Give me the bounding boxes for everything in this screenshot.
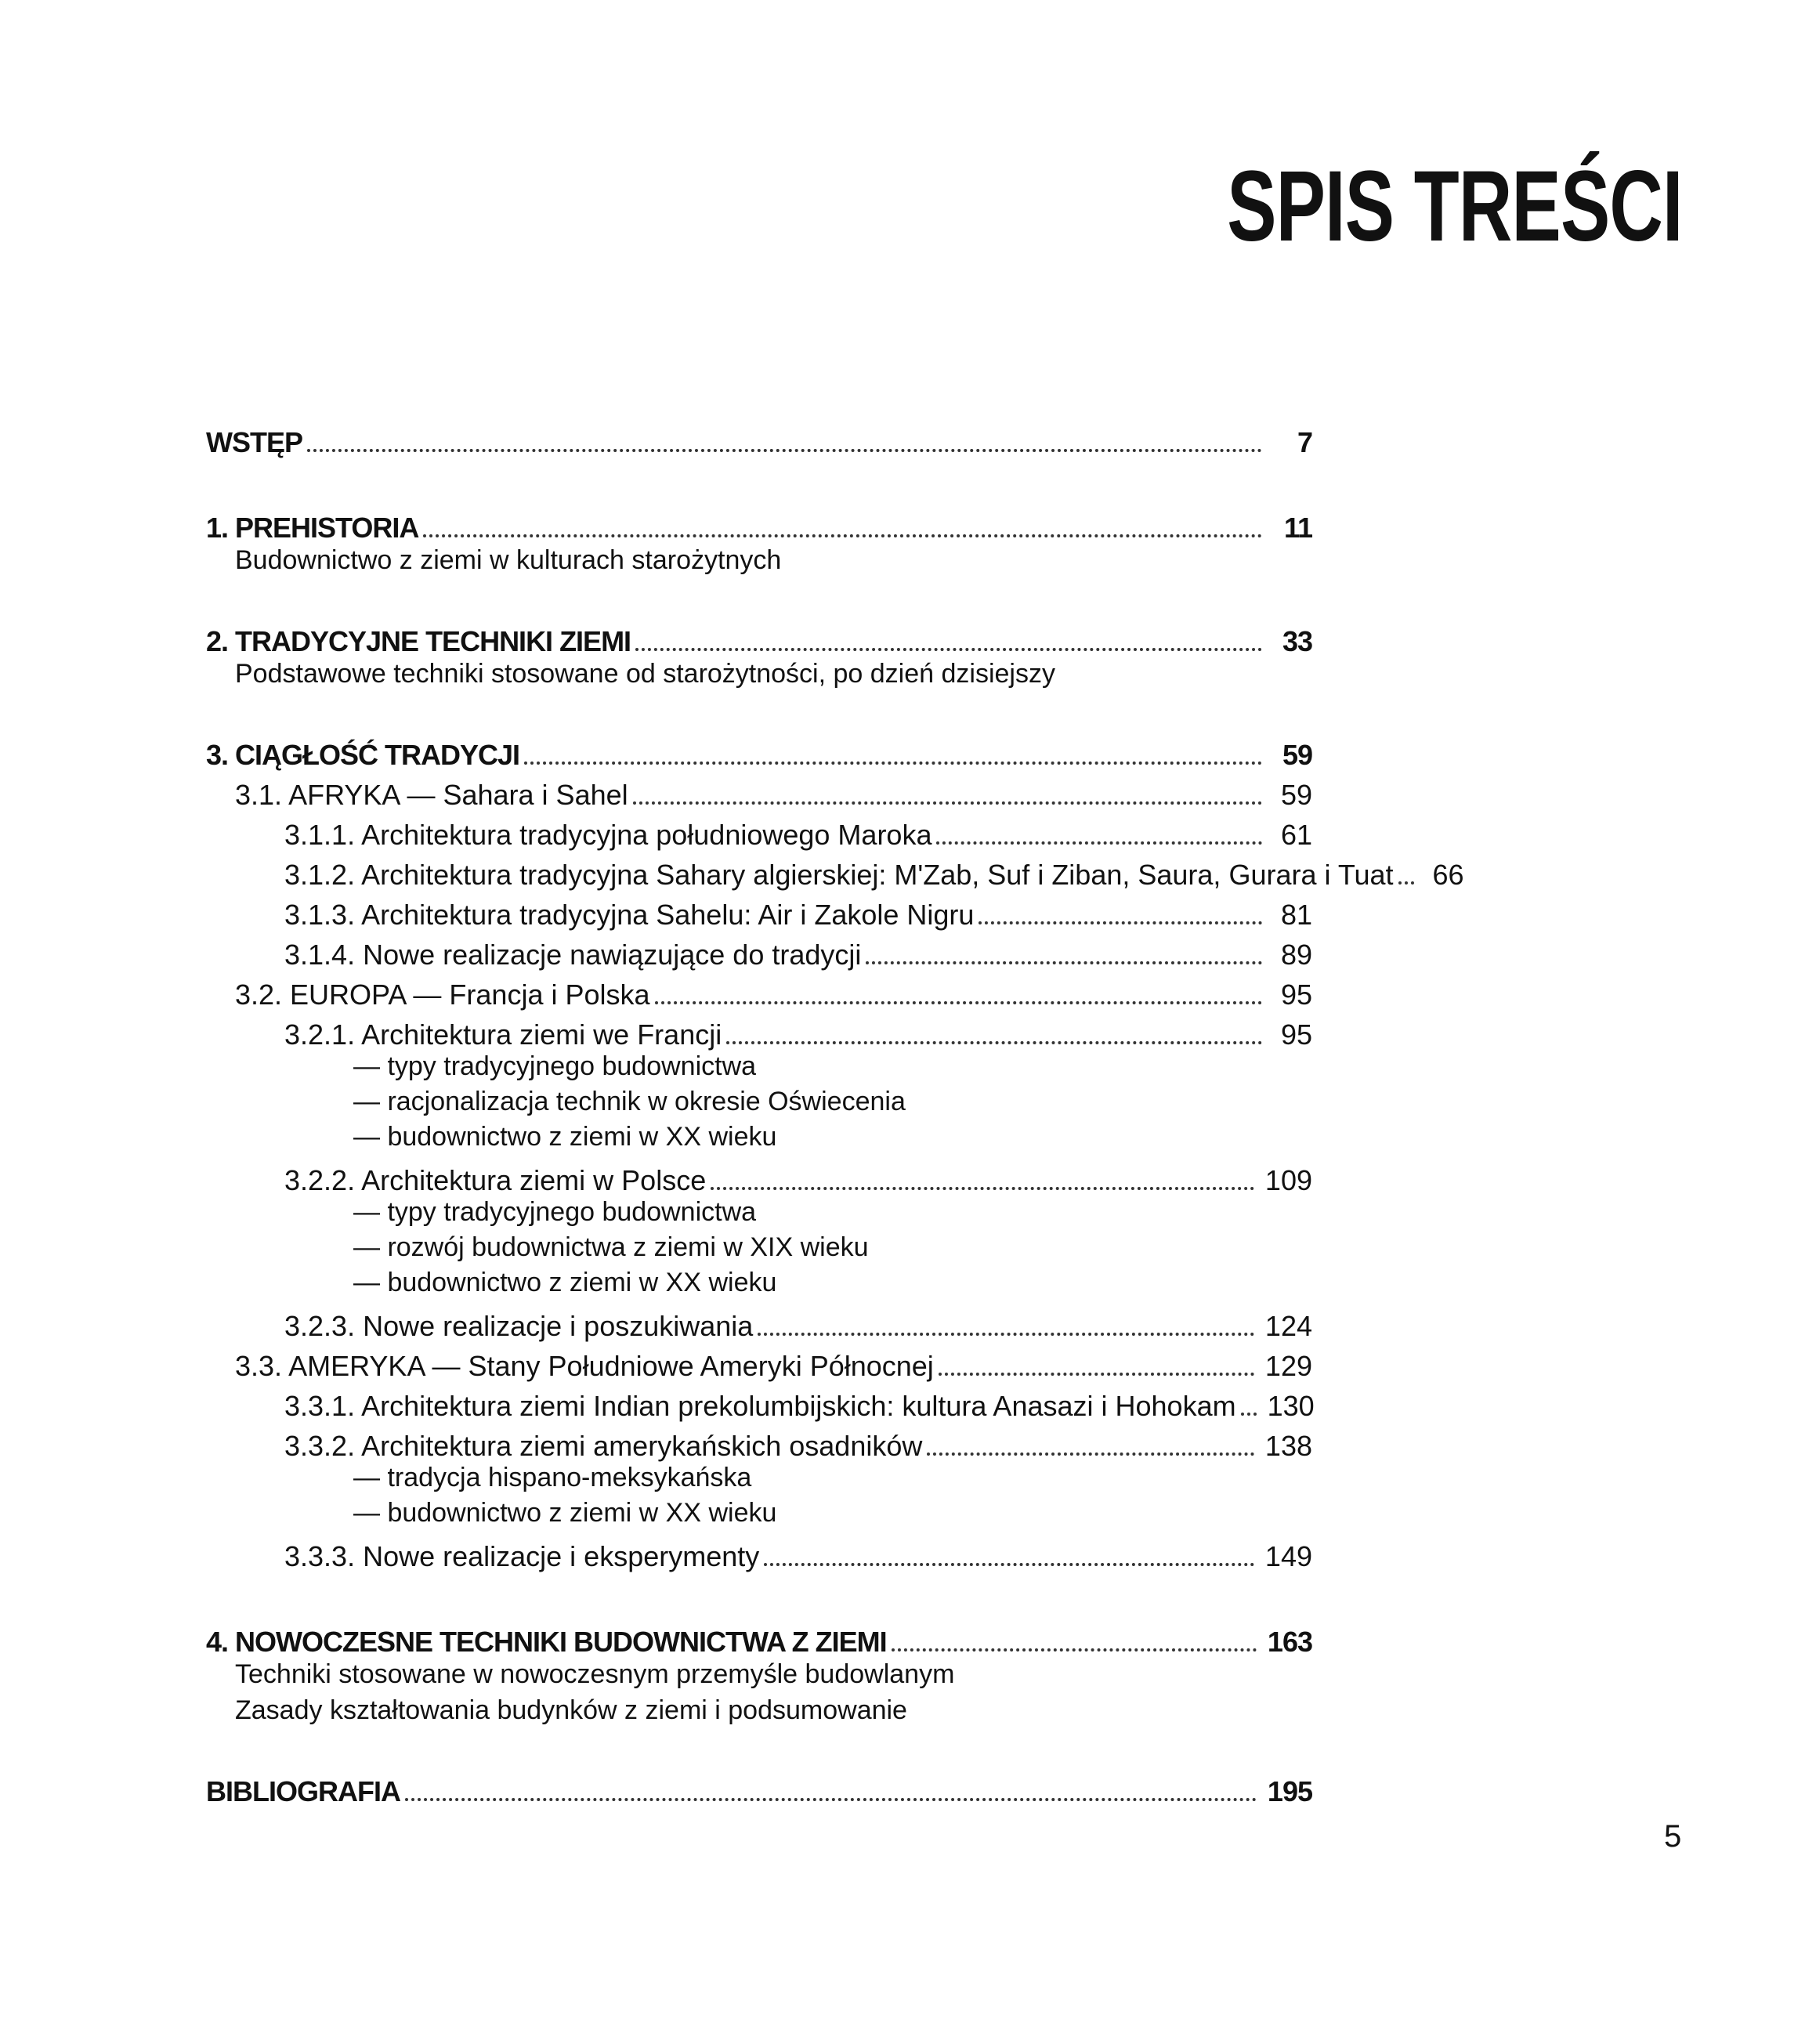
toc-label: 2. TRADYCYJNE TECHNIKI ZIEMI	[206, 628, 635, 656]
toc-entry-chapter-1[interactable]	[206, 502, 1312, 542]
toc-entry-3-2-1[interactable]	[206, 1009, 1312, 1049]
spacer	[206, 457, 1312, 502]
toc-page: 59	[1280, 779, 1312, 811]
toc-label: 3.2.2. Architektura ziemi w Polsce	[284, 1167, 711, 1195]
table-of-contents	[206, 417, 1464, 1807]
toc-label: 1. PREHISTORIA	[206, 514, 423, 542]
dot-leader	[633, 801, 1262, 805]
spacer	[206, 1571, 1312, 1616]
toc-entry-3-3[interactable]	[206, 1340, 1312, 1380]
toc-entry-3-3-1[interactable]	[206, 1380, 1315, 1422]
toc-entry-3-1-4[interactable]	[206, 929, 1312, 969]
spacer	[206, 692, 1312, 729]
toc-page: 61	[1280, 819, 1312, 851]
toc-label: 3. CIĄGŁOŚĆ TRADYCJI	[206, 741, 524, 769]
toc-label: 3.1.2. Architektura tradycyjna Sahary algierskiej: M'Zab, Suf i Ziban, Saura, Gurara i Tuat	[284, 861, 1398, 889]
page-number: 5	[1664, 1819, 1682, 1854]
toc-subitem: — racjonalizacja technik w okresie Oświecenia	[353, 1087, 906, 1116]
toc-subitem: — typy tradycyjnego budownictwa	[353, 1197, 757, 1227]
dot-leader	[939, 1373, 1254, 1376]
dot-leader	[524, 762, 1262, 765]
toc-label: 3.1.3. Architektura tradycyjna Sahelu: Air i Zakole Nigru	[284, 901, 979, 929]
toc-page: 95	[1280, 1018, 1312, 1051]
toc-entry-3-2[interactable]	[206, 969, 1312, 1009]
toc-subitem: — budownictwo z ziemi w XX wieku	[353, 1498, 777, 1528]
chapter-description: Budownictwo z ziemi w kulturach starożytnych	[235, 545, 782, 575]
dot-leader	[866, 961, 1262, 964]
dot-leader	[423, 534, 1262, 537]
dot-leader	[711, 1187, 1254, 1190]
dot-leader	[936, 841, 1262, 845]
dot-leader	[979, 921, 1262, 924]
toc-subitem: — budownictwo z ziemi w XX wieku	[353, 1268, 777, 1297]
toc-page: 33	[1282, 625, 1312, 657]
toc-entry-3-2-3[interactable]	[206, 1301, 1312, 1340]
toc-entry-chapter-2[interactable]	[206, 616, 1312, 656]
toc-page: 163	[1267, 1626, 1312, 1658]
toc-label: 3.2.1. Architektura ziemi we Francji	[284, 1021, 726, 1049]
chapter-description: Zasady kształtowania budynków z ziemi i podsumowanie	[235, 1695, 907, 1725]
toc-label: 3.3.1. Architektura ziemi Indian prekolumbijskich: kultura Anasazi i Hohokam	[284, 1392, 1241, 1420]
toc-label: 3.2. EUROPA — Francja i Polska	[235, 981, 655, 1009]
spacer	[206, 578, 1312, 616]
toc-page: 130	[1267, 1390, 1315, 1422]
toc-label: WSTĘP	[206, 429, 307, 457]
toc-subitem: — tradycja hispano-meksykańska	[353, 1463, 752, 1492]
toc-entry-3-3-3[interactable]	[206, 1531, 1312, 1571]
dot-leader	[892, 1648, 1257, 1651]
toc-label: 3.1.1. Architektura tradycyjna południowego Maroka	[284, 821, 936, 849]
dot-leader	[307, 449, 1262, 452]
toc-page: 11	[1283, 512, 1312, 544]
toc-entry-3-1[interactable]	[206, 769, 1312, 809]
chapter-description: Podstawowe techniki stosowane od starożytności, po dzień dzisiejszy	[235, 659, 1055, 689]
toc-entry-wstep[interactable]	[206, 417, 1312, 457]
toc-page: 89	[1280, 939, 1312, 971]
toc-label: 3.3. AMERYKA — Stany Południowe Ameryki Północnej	[235, 1352, 939, 1380]
toc-entry-chapter-4[interactable]	[206, 1616, 1312, 1656]
toc-subitem: — rozwój budownictwa z ziemi w XIX wieku	[353, 1232, 869, 1262]
spacer	[206, 1728, 1312, 1766]
toc-page: 138	[1264, 1430, 1312, 1462]
toc-label: 3.1. AFRYKA — Sahara i Sahel	[235, 781, 633, 809]
dot-leader	[726, 1041, 1262, 1044]
toc-label: 3.3.3. Nowe realizacje i eksperymenty	[284, 1543, 764, 1571]
toc-subitem: — typy tradycyjnego budownictwa	[353, 1051, 757, 1081]
page-title: SPIS TREŚCI	[1227, 150, 1683, 262]
toc-page: 129	[1264, 1350, 1312, 1382]
chapter-description: Techniki stosowane w nowoczesnym przemyśle budowlanym	[235, 1659, 955, 1689]
dot-leader	[635, 648, 1262, 651]
dot-leader	[405, 1798, 1257, 1801]
dot-leader	[1398, 881, 1414, 885]
toc-page: 7	[1297, 426, 1312, 458]
dot-leader	[655, 1001, 1262, 1004]
toc-entry-3-1-1[interactable]	[206, 809, 1312, 849]
toc-label: BIBLIOGRAFIA	[206, 1778, 405, 1806]
toc-label: 3.1.4. Nowe realizacje nawiązujące do tradycji	[284, 941, 866, 969]
toc-subitem: — budownictwo z ziemi w XX wieku	[353, 1122, 777, 1152]
toc-label: 3.2.3. Nowe realizacje i poszukiwania	[284, 1312, 758, 1340]
dot-leader	[758, 1333, 1254, 1336]
toc-entry-3-3-2[interactable]	[206, 1420, 1312, 1460]
dot-leader	[764, 1563, 1254, 1566]
toc-entry-bibliografia[interactable]	[206, 1766, 1312, 1806]
toc-entry-3-1-3[interactable]	[206, 889, 1312, 929]
toc-label: 3.3.2. Architektura ziemi amerykańskich osadników	[284, 1432, 927, 1460]
toc-entry-3-2-2[interactable]	[206, 1155, 1312, 1195]
toc-page: 59	[1282, 739, 1312, 771]
toc-entry-3-1-2[interactable]	[206, 849, 1464, 891]
toc-label: 4. NOWOCZESNE TECHNIKI BUDOWNICTWA Z ZIEMI	[206, 1628, 892, 1656]
toc-page: 81	[1280, 899, 1312, 931]
dot-leader	[1241, 1413, 1257, 1416]
toc-page: 195	[1267, 1775, 1312, 1807]
toc-page: 149	[1264, 1540, 1312, 1572]
toc-page: 66	[1432, 859, 1464, 891]
toc-page: 95	[1280, 979, 1312, 1011]
toc-page: 109	[1264, 1164, 1312, 1196]
toc-entry-chapter-3[interactable]	[206, 729, 1312, 769]
toc-page: 124	[1264, 1310, 1312, 1342]
dot-leader	[927, 1453, 1254, 1456]
